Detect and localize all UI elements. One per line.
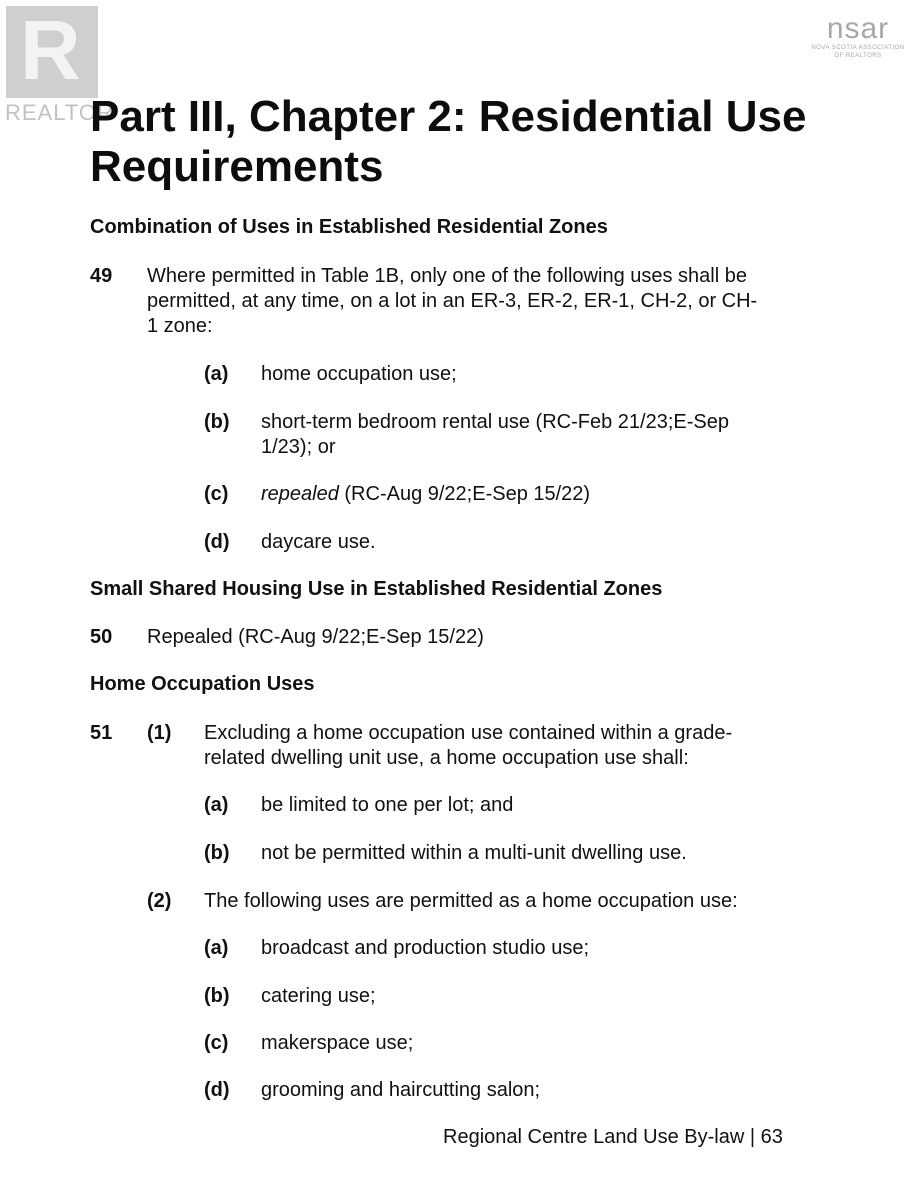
item-text-italic: repealed [261,483,339,505]
clause-51-2-item-c [204,1031,844,1059]
item-text [261,482,590,507]
clause-50 [90,625,850,653]
item-label: (a) [204,363,229,385]
item-text-rest: (RC-Aug 9/22;E-Sep 15/22) [338,483,591,505]
nsar-watermark [803,14,913,60]
subclause-text: The following uses are permitted as a home occupation use: [204,890,738,912]
subclause-text-line-2: related dwelling unit use, a home occupation use shall: [204,747,689,769]
clause-51-2 [147,889,847,917]
item-text-line-2: 1/23); or [261,436,336,458]
page-title-line-2: Requirements [90,142,384,191]
item-text: catering use; [261,985,376,1007]
realtor-watermark-text: REALTOR [5,100,114,125]
clause-text-line-3: 1 zone: [147,315,213,337]
item-label: (b) [204,842,230,864]
item-label: (d) [204,531,230,553]
clause-49-item-b [204,410,844,462]
item-text: makerspace use; [261,1032,414,1054]
item-label: (a) [204,794,229,816]
realtor-logo-letter: R [20,3,81,97]
clause-49-item-d [204,530,844,558]
item-label: (b) [204,411,230,433]
page-title [90,92,890,192]
clause-49-item-a [204,362,844,390]
section-heading-combination-of-uses: Combination of Uses in Established Residential Zones [90,216,608,238]
clause-text-line-1: Where permitted in Table 1B, only one of the following uses shall be [147,265,747,287]
item-label: (b) [204,985,230,1007]
clause-49 [90,264,850,344]
item-text: not be permitted within a multi-unit dwelling use. [261,842,687,864]
clause-51-2-item-a [204,936,844,964]
item-label: (c) [204,1032,229,1054]
item-label: (d) [204,1079,230,1101]
clause-51-1-item-a [204,793,844,821]
section-heading-small-shared-housing: Small Shared Housing Use in Established Residential Zones [90,578,663,600]
clause-49-item-c [204,482,844,510]
subclause-label: (2) [147,890,172,912]
clause-number: 49 [90,265,113,287]
item-text: broadcast and production studio use; [261,937,589,959]
clause-51-1 [90,721,850,773]
clause-51-2-item-b [204,984,844,1012]
clause-number: 51 [90,722,113,744]
section-heading-home-occupation-uses: Home Occupation Uses [90,673,315,695]
clause-text: Repealed (RC-Aug 9/22;E-Sep 15/22) [147,626,484,648]
item-label: (c) [204,483,229,505]
nsar-subtitle-1: NOVA SCOTIA ASSOCIATION [811,45,905,51]
page-title-line-1: Part III, Chapter 2: Residential Use [90,92,807,141]
clause-51-2-item-d [204,1078,844,1106]
item-text: daycare use. [261,531,376,553]
subclause-text-line-1: Excluding a home occupation use contained within a grade- [204,722,733,744]
clause-51-1-item-b [204,841,844,869]
item-label: (a) [204,937,229,959]
item-text: home occupation use; [261,363,457,385]
clause-text-line-2: permitted, at any time, on a lot in an ER-3, ER-2, ER-1, CH-2, or CH- [147,290,758,312]
subclause-label: (1) [147,722,172,744]
item-text: grooming and haircutting salon; [261,1079,541,1101]
clause-number: 50 [90,626,113,648]
page-footer: Regional Centre Land Use By-law | 63 [443,1126,783,1148]
nsar-subtitle-2: OF REALTORS [834,53,882,59]
item-text-line-1: short-term bedroom rental use (RC-Feb 21/23;E-Sep [261,411,729,433]
item-text: be limited to one per lot; and [261,794,514,816]
nsar-logo: nsar [826,12,890,45]
